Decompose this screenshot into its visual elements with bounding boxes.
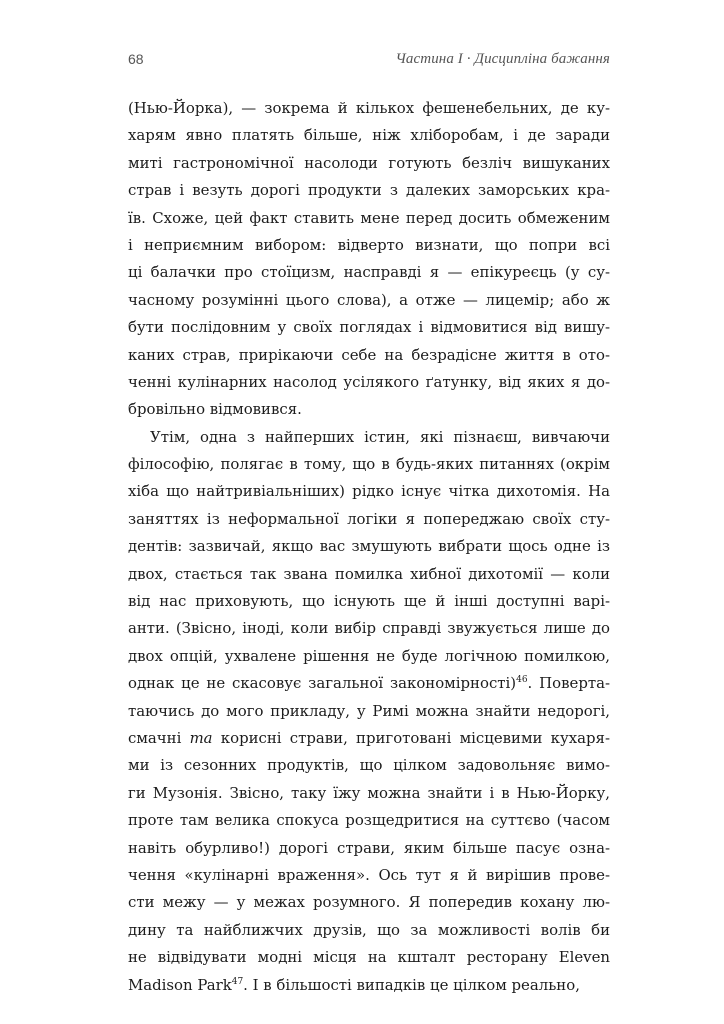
text-line: [128, 396, 610, 423]
text-line: [128, 670, 610, 697]
text-line: [128, 725, 610, 752]
text-line: [128, 972, 610, 999]
text-segment: однак це не скасовує загальної закономірності): [128, 674, 517, 693]
running-head: [128, 51, 610, 73]
text-line: [128, 95, 610, 122]
text-segment: (Нью-Йорка), — зокрема й кількох фешенебельних, де ку-: [128, 99, 610, 117]
text-segment: корисні страви, приготовані місцевими кухаря-: [212, 728, 610, 747]
text-line: [128, 369, 610, 396]
text-segment: ці балачки про стоїцизм, насправді я — епікуреєць (у су-: [128, 263, 610, 282]
text-segment: ги Музонія. Звісно, таку їжу можна знайти і в Нью-Йорку,: [128, 783, 610, 802]
text-line: [128, 259, 610, 286]
text-segment: двох опцій, ухвалене рішення не буде логічною помилкою,: [128, 646, 610, 665]
text-segment: Madison Park: [128, 975, 232, 994]
text-line: [128, 287, 610, 314]
body-text: [128, 95, 610, 999]
text-segment: філософію, полягає в тому, що в будь-яких питаннях (окрім: [128, 455, 610, 474]
text-segment: . І в більшості випадків це цілком реально,: [243, 975, 580, 994]
text-segment: часному розумінні цього слова), а отже — лицемір; або ж: [128, 290, 610, 309]
text-segment: ченні кулінарних насолод усілякого ґатунку, від яких я до-: [128, 372, 610, 391]
text-line: [128, 944, 610, 971]
text-segment: харям явно платять більше, ніж хліборобам, і де заради: [128, 126, 610, 145]
footnote-reference[interactable]: 47: [231, 976, 244, 987]
section-title: Частина I · Дисципліна бажання: [395, 51, 610, 67]
text-line: [128, 342, 610, 369]
text-line: [128, 506, 610, 533]
text-segment: бровільно відмовився.: [128, 400, 302, 419]
text-line: [128, 643, 610, 670]
text-segment: чення «кулінарні враження». Ось тут я й вирішив прове-: [128, 865, 610, 884]
text-line: [128, 478, 610, 505]
text-line: [128, 615, 610, 642]
text-line: [128, 205, 610, 232]
text-line: [128, 451, 610, 478]
text-line: [128, 862, 610, 889]
text-segment: дентів: зазвичай, якщо вас змушують вибрати щось одне із: [128, 537, 610, 556]
text-line: [128, 807, 610, 834]
page-number: 68: [128, 51, 144, 67]
text-line: [128, 314, 610, 341]
text-line: [128, 150, 610, 177]
text-segment: страв і везуть дорогі продукти з далеких заморських кра-: [128, 181, 610, 200]
text-line: [128, 780, 610, 807]
text-segment: від нас приховують, що існують ще й інші доступні варі-: [128, 592, 610, 611]
text-segment: смачні: [128, 728, 190, 747]
text-line: [128, 232, 610, 259]
text-segment: їв. Схоже, цей факт ставить мене перед досить обмеженим: [128, 208, 610, 227]
text-line: [128, 698, 610, 725]
text-segment: навіть обурливо!) дорогі страви, яким більше пасує озна-: [128, 838, 610, 857]
emphasis: та: [189, 728, 213, 747]
text-segment: проте там велика спокуса розщедритися на суттєво (часом: [128, 811, 610, 830]
text-line: [128, 424, 610, 451]
text-line: [128, 177, 610, 204]
text-line: [128, 917, 610, 944]
text-line: [128, 122, 610, 149]
text-segment: бути послідовним у своїх поглядах і відмовитися від вишу-: [128, 318, 610, 337]
text-segment: двох, стається так звана помилка хибної дихотомії — коли: [128, 564, 610, 583]
text-line: [128, 889, 610, 916]
text-segment: . Поверта-: [527, 674, 610, 693]
text-line: [128, 752, 610, 779]
text-segment: каних страв, прирікаючи себе на безрадісне життя в ото-: [128, 345, 610, 364]
text-segment: Утім, одна з найперших істин, які пізнаєш, вивчаючи: [150, 427, 610, 446]
text-segment: дину та найближчих друзів, що за можливості волів би: [128, 920, 610, 939]
text-line: [128, 835, 610, 862]
text-line: [128, 533, 610, 560]
text-segment: сти межу — у межах розумного. Я попередив кохану лю-: [128, 893, 610, 912]
text-segment: не відвідувати модні місця на кшталт ресторану Eleven: [128, 948, 610, 967]
text-segment: анти. (Звісно, іноді, коли вибір справді звужується лише до: [128, 619, 610, 638]
text-line: [128, 588, 610, 615]
text-segment: заняттях із неформальної логіки я попереджаю своїх сту-: [128, 509, 610, 528]
text-segment: ми із сезонних продуктів, що цілком задовольняє вимо-: [128, 756, 610, 775]
text-segment: хіба що найтривіальніших) рідко існує чітка дихотомія. На: [128, 482, 610, 501]
text-segment: і неприємним вибором: відверто визнати, що попри всі: [128, 235, 610, 254]
text-segment: миті гастрономічної насолоди готують безліч вишуканих: [128, 153, 610, 172]
text-segment: таючись до мого прикладу, у Римі можна знайти недорогі,: [128, 701, 610, 720]
text-line: [128, 561, 610, 588]
footnote-reference[interactable]: 46: [516, 675, 528, 686]
